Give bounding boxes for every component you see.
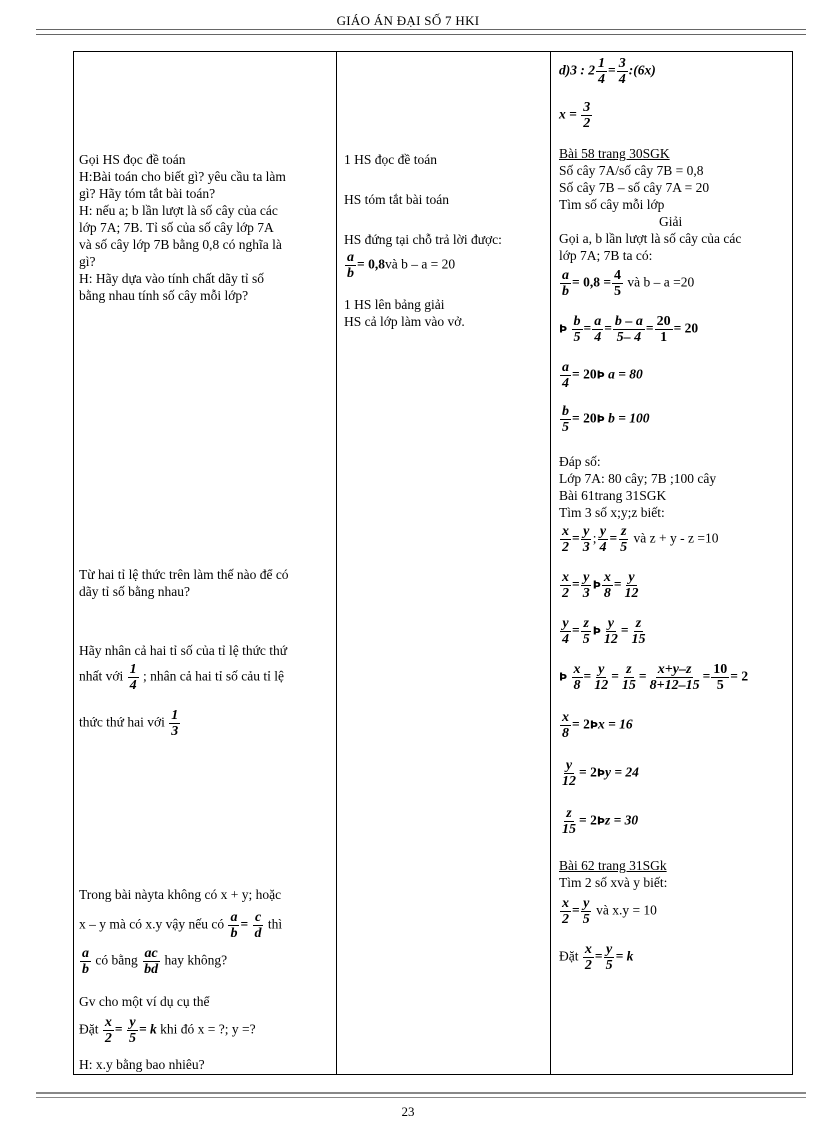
c3-text: và b – a =20 — [627, 274, 695, 290]
c1-line: bằng nhau tính số cây mỗi lớp? — [79, 288, 249, 303]
c2-line: 1 HS lên bảng giải — [344, 297, 445, 312]
fraction-a-b: $\frac{a}{b}$ — [230, 910, 238, 941]
c2-line: $\frac{a}{b}$ = 0,8và b – a = 20 — [347, 250, 456, 281]
c1-line: H: x.y bằng bao nhiêu? — [79, 1057, 205, 1072]
c1-text: Đặt — [79, 1021, 99, 1037]
header-rule — [36, 29, 806, 35]
c3-eq: Þ $\frac{b}{5}$ = $\frac{a}{4}$ = $\frac{b - a}{5- 4}$ = $\frac{20}{1}$ = 20 — [559, 314, 699, 345]
c2-line: HS đứng tại chỗ trả lời được: — [344, 232, 502, 247]
c3-eq: $\frac{b}{5}$ = 20Þ b = 100 — [562, 404, 650, 435]
c2-text: và b – a = 20 — [384, 256, 456, 272]
student-column — [344, 52, 544, 1072]
c3-eq: $\frac{a}{4}$ = 20Þ a = 80 — [562, 360, 643, 391]
c3-line: Đáp số: — [559, 454, 601, 469]
c3-line: Tìm 2 số xvà y biết: — [559, 875, 668, 890]
c1-line: Từ hai tỉ lệ thức trên làm thế nào để có — [79, 567, 289, 582]
c3-eq: $\frac{x}{2}$ = $\frac{y}{5}$ và x.y = 10 — [562, 896, 657, 927]
c1-text: hay không? — [164, 952, 228, 968]
c1-line: Đặt $\frac{x}{2}$ = $\frac{y}{5}$ = k khi đó x = ?; y =? — [79, 1015, 256, 1046]
c3-eq: $\frac{y}{12}$ = 2Þy = 24 — [562, 758, 639, 789]
content-column — [559, 52, 791, 1072]
c3-eq: $\frac{a}{b}$ = 0,8 = $\frac{4}{5}$ và b – a =20 — [562, 268, 695, 299]
c1-text: khi đó x = ?; y =? — [160, 1021, 256, 1037]
c1-text: thức thứ hai với — [79, 714, 165, 730]
c1-line: H: nếu a; b lần lượt là số cây của các — [79, 203, 278, 218]
c1-line: Hãy nhân cả hai tỉ số của tỉ lệ thức thứ — [79, 643, 288, 658]
c1-line: dãy tỉ số bằng nhau? — [79, 584, 190, 599]
page-number: 23 — [401, 1104, 415, 1119]
c3-eq: $\frac{y}{4}$ = $\frac{z}{5}$ Þ $\frac{y}{12}$ = $\frac{z}{15}$ — [562, 616, 646, 647]
fraction-c-d: $\frac{c}{d}$ — [254, 910, 262, 941]
fraction-a-b: $\frac{a}{b}$ — [82, 946, 89, 977]
c1-line: Gv cho một ví dụ cụ thể — [79, 994, 210, 1009]
header-title: GIÁO ÁN ĐẠI SỐ 7 HKI — [336, 13, 480, 28]
c3-text: và z + y - z =10 — [633, 530, 719, 546]
c3-text: và x.y = 10 — [596, 902, 657, 918]
fraction-a-b: $\frac{a}{b}$ — [347, 250, 354, 281]
c2-line: HS tóm tắt bài toán — [344, 192, 449, 207]
c2-line: 1 HS đọc đề toán — [344, 152, 437, 167]
c1-line — [79, 946, 227, 977]
fraction-ac-bd: $\frac{ac}{bd}$ — [144, 946, 159, 977]
c3-line: Số cây 7A/số cây 7B = 0,8 — [559, 163, 704, 178]
c3-eq: $\frac{z}{15}$ = 2Þz = 30 — [562, 806, 639, 837]
c1-line: x – y mà có x.y vậy nếu có $\frac{a}{b}$ = $\frac{c}{d}$ thì — [79, 910, 283, 941]
c3-eq: $\frac{x}{2}$ = $\frac{y}{3}$ ; $\frac{y}{4}$ = $\frac{z}{5}$ và z + y - z =10 — [562, 524, 719, 555]
c3-eq: Þ $\frac{x}{8}$ = $\frac{y}{12}$ = $\frac{z}{15}$ = $\frac{x+y-z}{8+12-15}$ = $\frac{10}{5}$ = 2 — [559, 662, 749, 693]
c3-line: Bài 62 trang 31SGk — [559, 858, 667, 873]
lesson-table — [73, 51, 793, 1075]
fraction-y-5: $\frac{y}{5}$ — [128, 1015, 136, 1046]
footer-rule — [36, 1092, 806, 1098]
c3-text: d)3 : 2 — [559, 62, 595, 78]
c3-line: Gọi a, b lần lượt là số cây của các — [559, 231, 742, 246]
fraction-x-2: $\frac{x}{2}$ — [104, 1015, 112, 1046]
c1-line: và số cây lớp 7B bằng 0,8 có nghĩa là — [79, 237, 282, 252]
c1-line: H:Bài toán cho biết gì? yêu cầu ta làm — [79, 169, 286, 184]
c3-eq-x: x = $\frac{3}{2}$ — [559, 100, 591, 131]
c2-line: HS cả lớp làm vào vở. — [344, 314, 465, 329]
c1-text: x – y mà có x.y vậy nếu có — [79, 916, 225, 932]
c3-line: Lớp 7A: 80 cây; 7B ;100 cây — [559, 471, 717, 486]
c3-line: Tìm 3 số x;y;z biết: — [559, 505, 665, 520]
c1-line — [79, 662, 284, 693]
c1-line: gì? Hãy tóm tắt bài toán? — [79, 186, 216, 201]
c1-line: H: Hãy dựa vào tính chất dãy tỉ số — [79, 271, 265, 286]
column-divider-1 — [336, 52, 337, 1074]
c1-line: gì? — [79, 254, 96, 269]
c3-line: Bài 58 trang 30SGK — [559, 146, 670, 161]
c1-text: thì — [267, 916, 283, 932]
fraction-1-4: $\frac{1}{4}$ — [129, 662, 137, 693]
c3-line: Tìm số cây mỗi lớp — [559, 197, 665, 212]
c3-eq: Đặt $\frac{x}{2}$ = $\frac{y}{5}$ = k — [559, 942, 634, 973]
c1-text: có bằng — [95, 952, 138, 968]
c1-line: Trong bài nàyta không có x + y; hoặc — [79, 887, 282, 902]
c3-eq: $\frac{x}{2}$ = $\frac{y}{3}$ Þ $\frac{x}{8}$ = $\frac{y}{12}$ — [562, 570, 639, 601]
c3-text: Đặt — [559, 948, 579, 964]
c3-line: Số cây 7B – số cây 7A = 20 — [559, 180, 710, 195]
c3-line: Bài 61trang 31SGK — [559, 488, 667, 503]
c1-text: ; nhân cả hai tỉ số cảu tỉ lệ — [143, 668, 284, 684]
c1-line: lớp 7A; 7B. Tỉ số của số cây lớp 7A — [79, 220, 274, 235]
c3-eq: $\frac{x}{8}$ = 2Þx = 16 — [562, 710, 633, 741]
fraction-1-3: $\frac{1}{3}$ — [171, 708, 179, 739]
c1-line: Gọi HS đọc đề toán — [79, 152, 186, 167]
c3-eq-d: d)3 : 2 $\frac{1}{4}$ = $\frac{3}{4}$ :(6x) — [559, 56, 656, 87]
c1-text: nhất với — [79, 668, 124, 684]
c1-line — [79, 708, 181, 739]
c3-line: Giải — [659, 214, 683, 229]
teacher-column — [79, 52, 334, 1072]
c3-line: lớp 7A; 7B ta có: — [559, 248, 653, 263]
column-divider-2 — [550, 52, 551, 1074]
